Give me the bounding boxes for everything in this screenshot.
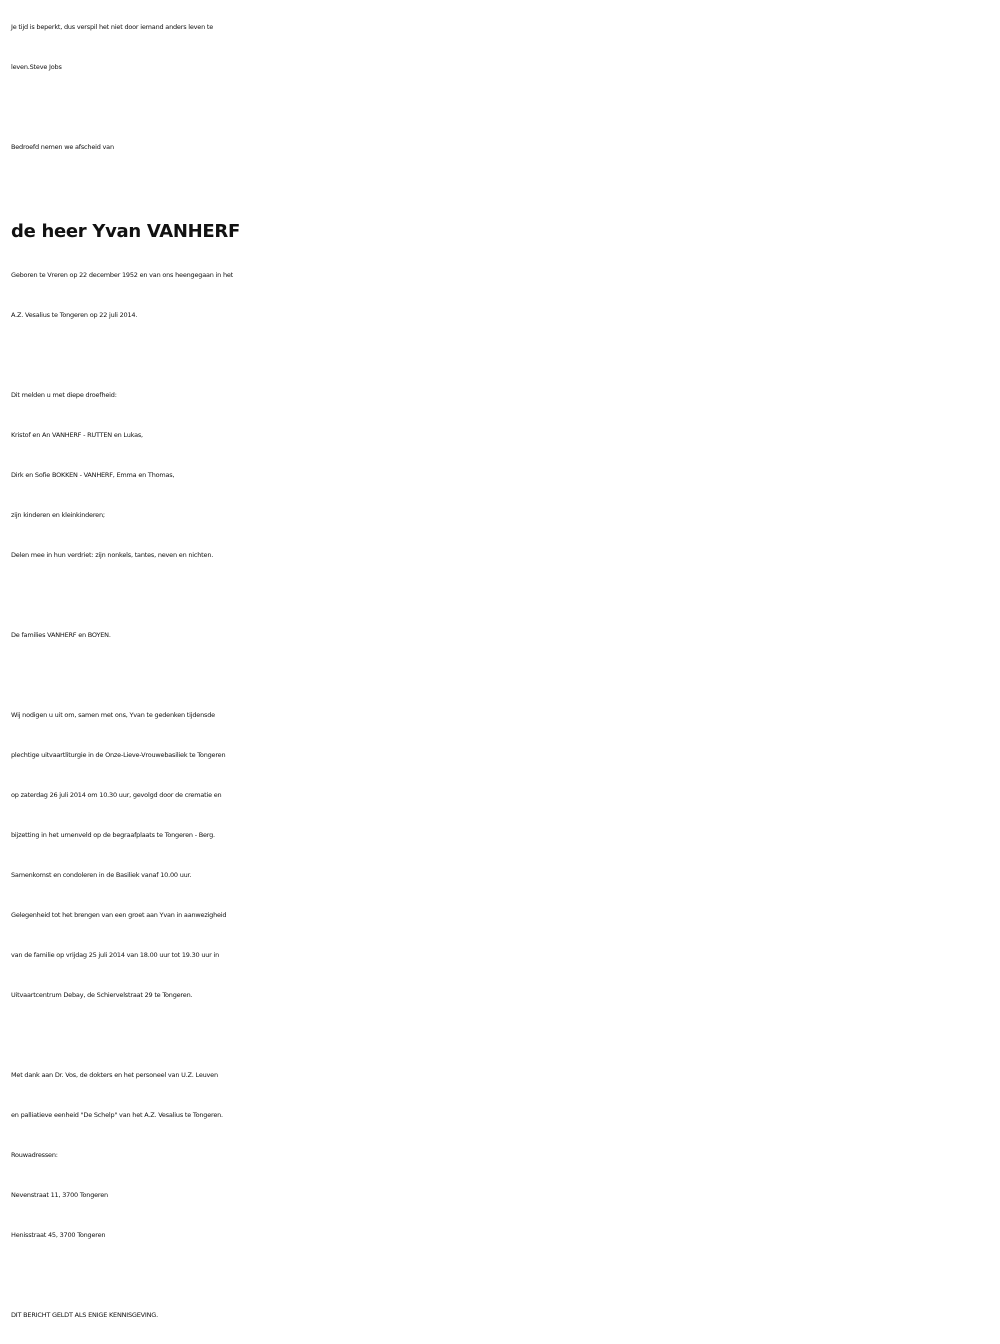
family-intro: Dit melden u met diepe droefheid:: [11, 391, 117, 399]
address-2: Henisstraat 45, 3700 Tongeren: [11, 1231, 106, 1239]
quote-line-2: leven.Steve Jobs: [11, 63, 62, 71]
ceremony-line-3: op zaterdag 26 juli 2014 om 10.30 uur, gevolgd door de crematie en: [11, 791, 222, 799]
quote-line-1: Je tijd is beperkt, dus verspil het niet door iemand anders leven te: [11, 23, 214, 31]
ceremony-line-6: Gelegenheid tot het brengen van een groet aan Yvan in aanwezigheid: [11, 911, 227, 919]
family-line-3: zijn kinderen en kleinkinderen;: [11, 511, 105, 519]
spacer: [11, 1015, 996, 1055]
ceremony-line-4: bijzetting in het urnenveld op de begraafplaats te Tongeren - Berg.: [11, 831, 215, 839]
families-line: De families VANHERF en BOYEN.: [11, 631, 111, 639]
family-line-2: Dirk en Sofie BOKKEN - VANHERF, Emma en Thomas,: [11, 471, 175, 479]
spacer: [11, 167, 996, 207]
closing-notice: DIT BERICHT GELDT ALS ENIGE KENNISGEVING.: [11, 1311, 158, 1319]
thanks-line-1: Met dank aan Dr. Vos, de dokters en het personeel van U.Z. Leuven: [11, 1071, 218, 1079]
ceremony-line-2: plechtige uitvaartliturgie in de Onze-Lieve-Vrouwebasiliek te Tongeren: [11, 751, 226, 759]
spacer: [11, 1255, 996, 1295]
spacer: [11, 575, 996, 615]
address-1: Nevenstraat 11, 3700 Tongeren: [11, 1191, 108, 1199]
spacer: [11, 335, 996, 375]
obituary-document: [11, 7, 996, 1335]
ceremony-line-7: van de familie op vrijdag 25 juli 2014 van 18.00 uur tot 19.30 uur in: [11, 951, 220, 959]
spacer: [11, 87, 996, 127]
spacer: [11, 655, 996, 695]
birth-death-line-2: A.Z. Vesalius te Tongeren op 22 juli 2014.: [11, 311, 138, 319]
ceremony-line-1: Wij nodigen u uit om, samen met ons, Yvan te gedenken tijdensde: [11, 711, 215, 719]
birth-death-line-1: Geboren te Vreren op 22 december 1952 en van ons heengegaan in het: [11, 271, 234, 279]
family-line-1: Kristof en An VANHERF - RUTTEN en Lukas,: [11, 431, 143, 439]
ceremony-line-8: Uitvaartcentrum Debay, de Schiervelstraat 29 te Tongeren.: [11, 991, 193, 999]
addresses-label: Rouwadressen:: [11, 1151, 58, 1159]
deceased-name: de heer Yvan VANHERF: [11, 221, 240, 242]
thanks-line-2: en palliatieve eenheid "De Schelp" van het A.Z. Vesalius te Tongeren.: [11, 1111, 223, 1119]
family-line-4: Delen mee in hun verdriet: zijn nonkels, tantes, neven en nichten.: [11, 551, 214, 559]
intro-text: Bedroefd nemen we afscheid van: [11, 143, 114, 151]
ceremony-line-5: Samenkomst en condoleren in de Basiliek vanaf 10.00 uur.: [11, 871, 192, 879]
